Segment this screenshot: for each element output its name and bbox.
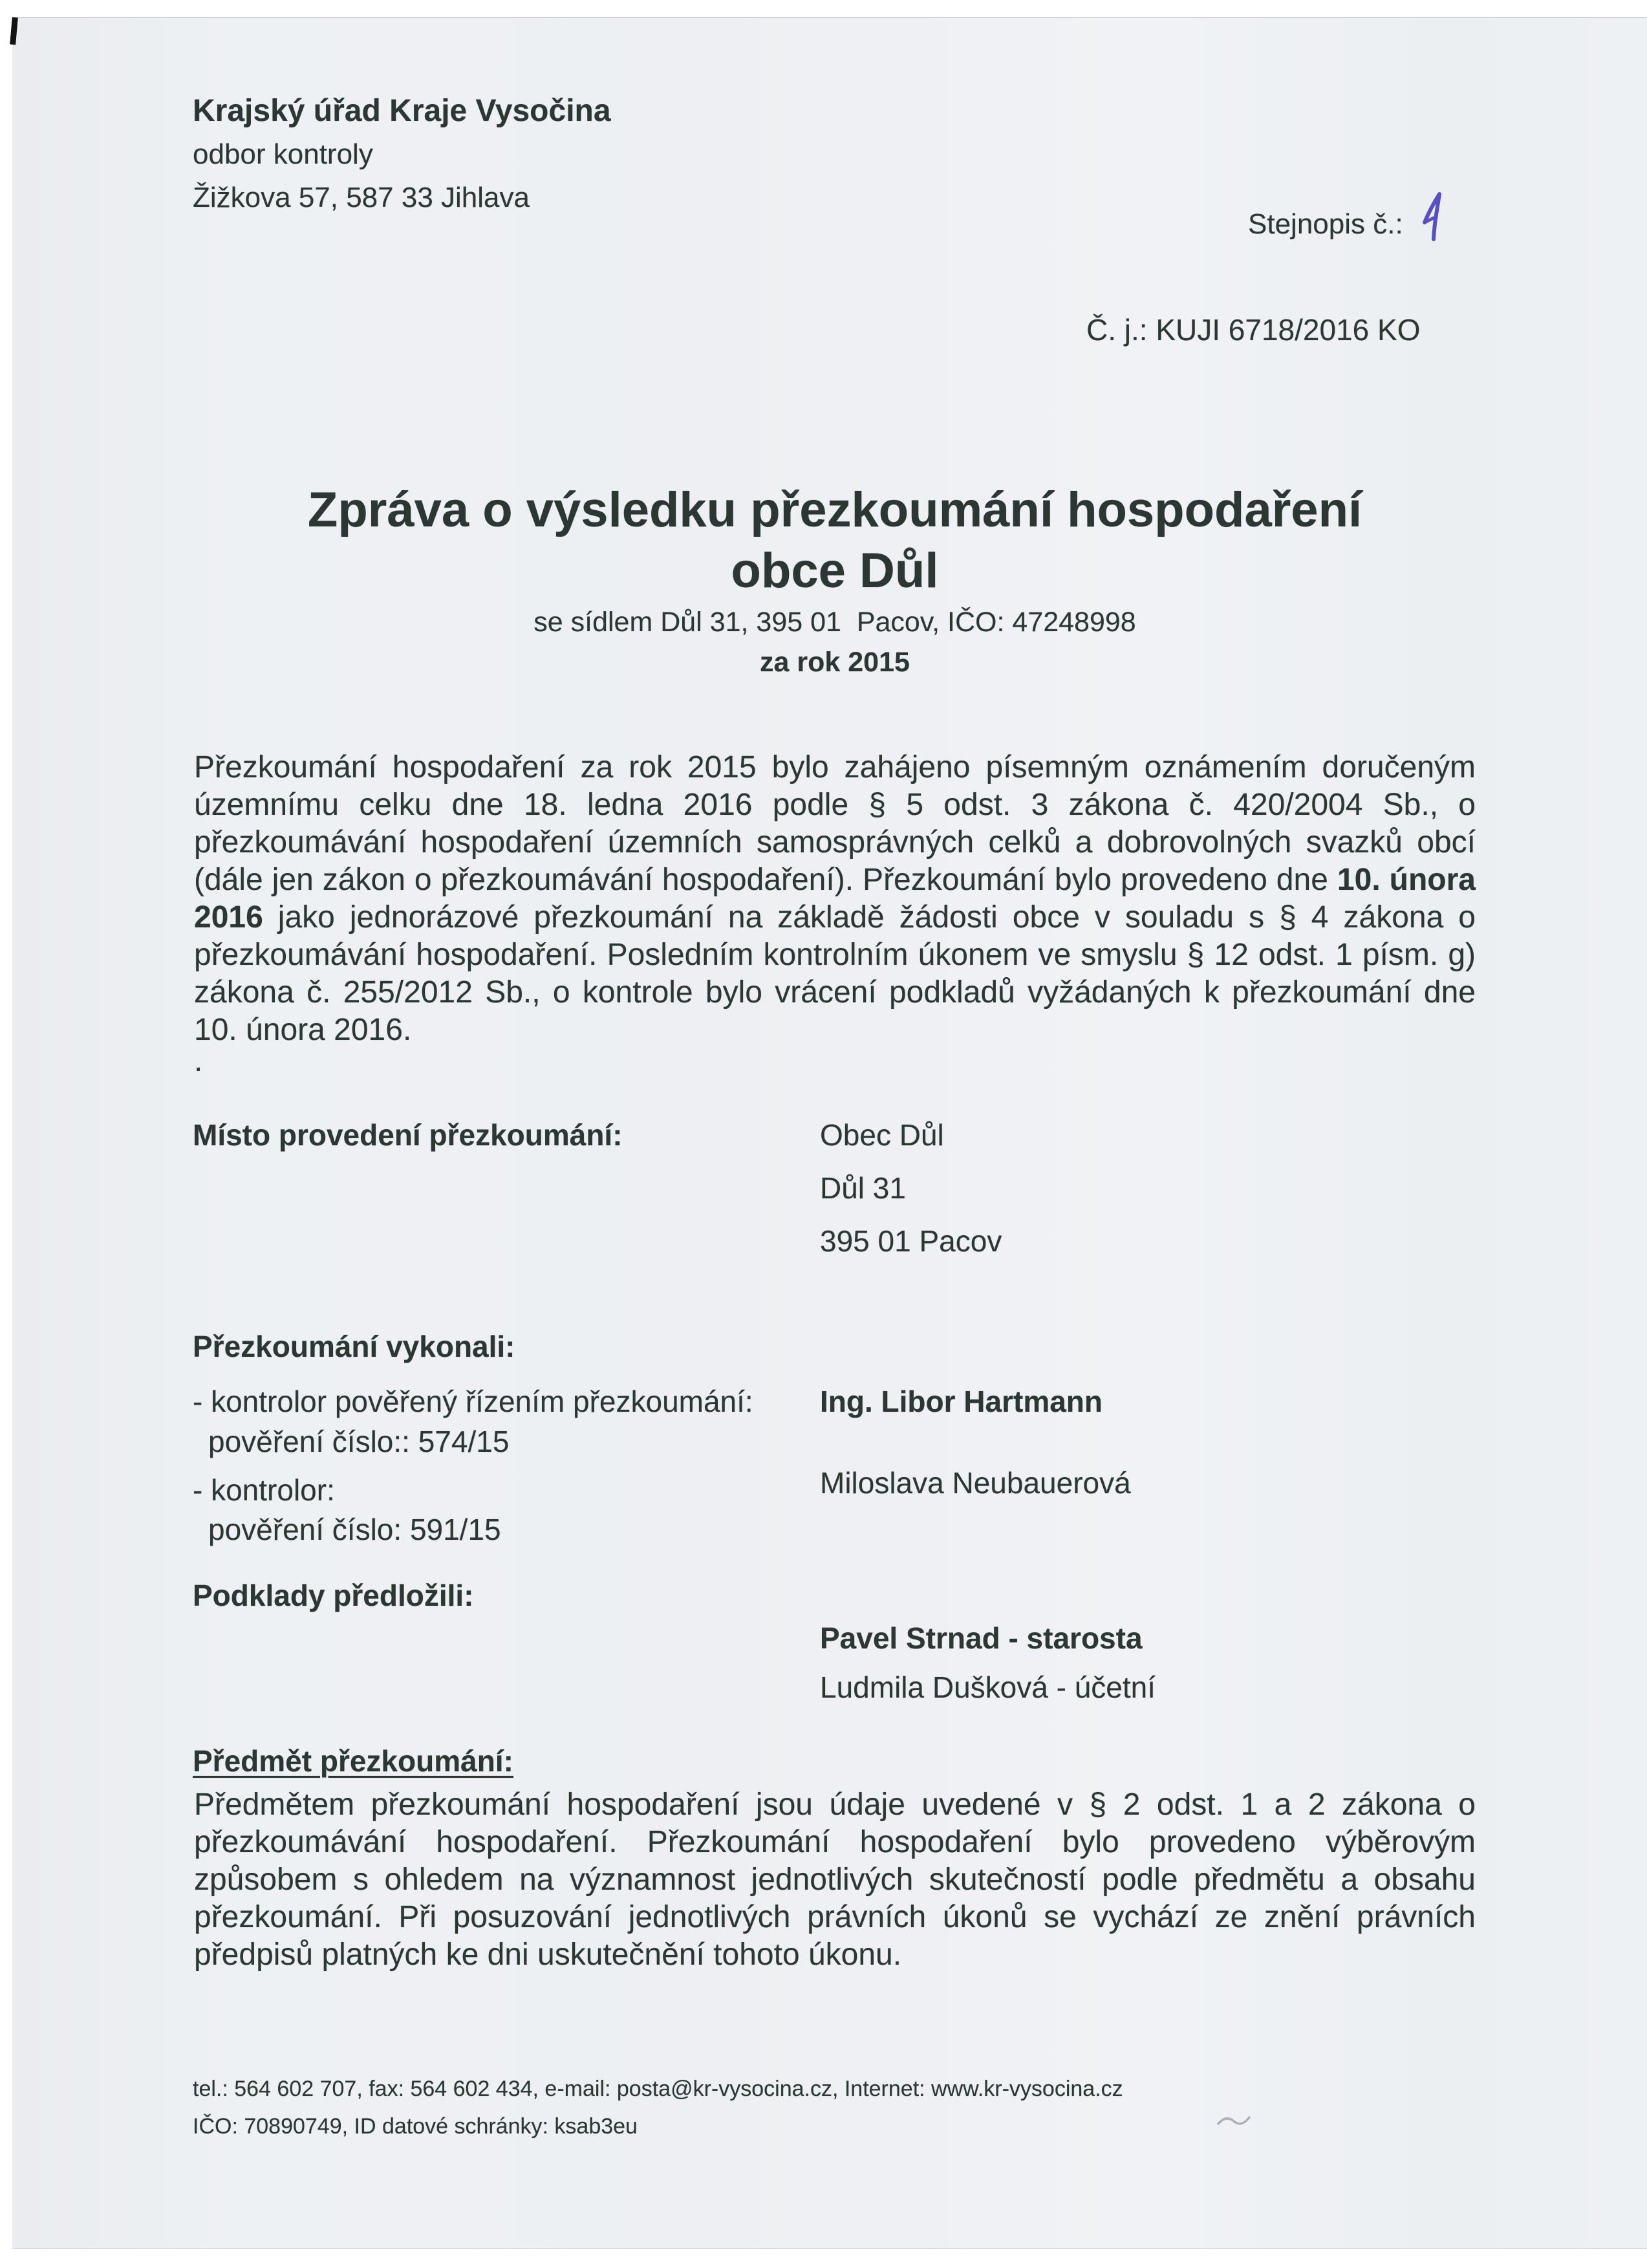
pencil-mark-icon [1214,2110,1260,2132]
location-label: Místo provedení přezkoumání: [193,1118,623,1152]
intro-paragraph-bold-date: 10. února 2016 [194,863,1476,934]
auditor-authorization: pověření číslo: 591/15 [208,1513,501,1546]
auditor-authorization: pověření číslo:: 574/15 [208,1425,510,1458]
handwritten-copy-number [1420,189,1451,246]
letterhead [193,89,611,219]
stray-period-mark: . [194,1044,203,1078]
documents-label: Podklady předložili: [193,1579,474,1612]
location-line-entity: Obec Důl [820,1118,944,1152]
auditor-name: Miloslava Neubauerová [820,1466,1131,1500]
office-address: Žižkova 57, 587 33 Jihlava [193,182,530,213]
report-subtitle: se sídlem Důl 31, 395 01 Pacov, IČO: 47248998 [533,607,1136,638]
auditor-role: - kontrolor: [193,1473,335,1507]
footer-ico-line: IČO: 70890749, ID datové schránky: ksab3eu [193,2114,638,2139]
subject-heading: Předmět přezkoumání: [193,1744,513,1778]
subject-paragraph: Předmětem přezkoumání hospodaření jsou údaje uvedené v § 2 odst. 1 a 2 zákona o přezkoumávání hospodaření. Přezkoumání hospodaření bylo provedeno výběrovým způsobem s ohledem na významnost jednotlivých skutečností podle předmětu a obsahu přezkoumání. Při posuzování jednotlivých právních úkonů se vychází ze znění právních předpisů platných ke dni uskutečnění tohoto úkonu. [194,1787,1476,1972]
report-title-line1: Zpráva o výsledku přezkoumání hospodaření [307,482,1362,537]
document-person: Pavel Strnad - starosta [820,1621,1143,1655]
auditors-label: Přezkoumání vykonali: [193,1330,515,1363]
intro-paragraph [194,749,1476,1049]
location-line-street: Důl 31 [820,1171,906,1205]
auditor-role: - kontrolor pověřený řízením přezkoumání: [193,1385,753,1418]
location-line-city: 395 01 Pacov [820,1224,1002,1258]
auditor-name: Ing. Libor Hartmann [820,1385,1103,1418]
report-year: za rok 2015 [760,647,910,678]
copy-number-label: Stejnopis č.: [1248,208,1403,240]
office-name: Krajský úřad Kraje Vysočina [193,94,611,128]
reference-number: Č. j.: KUJI 6718/2016 KO [1086,313,1421,347]
footer-contact-line: tel.: 564 602 707, fax: 564 602 434, e-mail: posta@kr-vysocina.cz, Internet: www.kr-vysocina.cz [193,2077,1123,2101]
document-person: Ludmila Dušková - účetní [820,1670,1156,1704]
intro-paragraph-part1: Přezkoumání hospodaření za rok 2015 bylo zahájeno písemným oznámením doručeným územnímu celku dne 18. ledna 2016 podle § 5 odst. 3 zákona č. 420/2004 Sb., o přezkoumávání hospodaření územních samosprávných celků a dobrovolných svazků obcí (dále jen zákon o přezkoumávání hospodaření). Přezkoumání bylo provedeno dne [194,750,1476,897]
office-department: odbor kontroly [193,138,373,170]
report-title-line2: obce Důl [731,543,939,598]
intro-paragraph-part2: jako jednorázové přezkoumání na základě žádosti obce v souladu s § 4 zákona o přezkoumávání hospodaření. Posledním kontrolním úkonem ve smyslu § 12 odst. 1 písm. g) zákona č. 255/2012 Sb., o kontrole bylo vrácení podkladů vyžádaných k přezkoumání dne 10. února 2016. [194,900,1476,1047]
report-title [194,480,1476,601]
